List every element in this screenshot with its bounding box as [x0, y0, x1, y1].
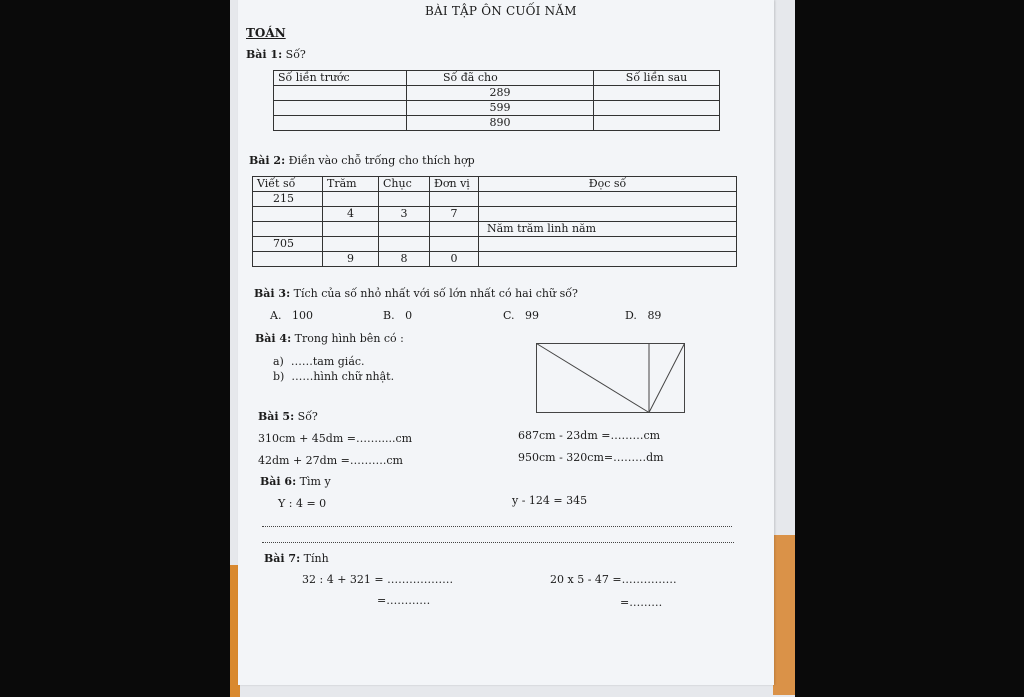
bai7-expression-2-step[interactable]: =……… [620, 596, 663, 609]
bai6-label: Bài 6: [260, 475, 297, 488]
table-row [253, 177, 737, 192]
bai1-blank-cell[interactable] [274, 116, 407, 131]
bai1-heading [246, 48, 306, 61]
table-row [253, 207, 737, 222]
bai3-prompt: Tích của số nhỏ nhất với số lớn nhất có hai chữ số? [293, 287, 578, 300]
bai3-option-b[interactable]: B. 0 [383, 309, 413, 322]
bai2-cell[interactable] [479, 207, 737, 222]
bai2-cell[interactable] [430, 192, 479, 207]
bai2-cell[interactable] [430, 237, 479, 252]
bai2-label: Bài 2: [249, 154, 286, 167]
bai2-heading [249, 154, 475, 167]
bai2-table [252, 176, 737, 267]
bai7-expression-1-step[interactable]: =………… [377, 594, 431, 607]
bai1-label: Bài 1: [246, 48, 283, 61]
bai4-item-a[interactable]: a) ……tam giác. [273, 355, 365, 368]
bai2-header-units: Đơn vị [430, 177, 479, 192]
bai1-table [273, 70, 720, 131]
table-row [274, 71, 720, 86]
bai1-given-cell: 599 [407, 101, 594, 116]
bai6-prompt: Tìm y [299, 475, 331, 488]
bai3-label: Bài 3: [254, 287, 291, 300]
table-row [274, 101, 720, 116]
figure-outer-rectangle [537, 344, 685, 413]
worksheet-title: BÀI TẬP ÔN CUỐI NĂM [425, 4, 577, 18]
bai3-option-d[interactable]: D. 89 [625, 309, 662, 322]
table-row [253, 222, 737, 237]
bai2-cell[interactable] [253, 207, 323, 222]
bai2-cell[interactable] [379, 192, 430, 207]
bai5-prompt: Số? [297, 410, 318, 423]
bai6-answer-line[interactable] [262, 526, 732, 527]
bai2-cell[interactable] [379, 237, 430, 252]
bai2-header-tens: Chục [379, 177, 430, 192]
bai2-header-hundreds: Trăm [323, 177, 379, 192]
bai2-cell[interactable] [479, 252, 737, 267]
bai7-expression-1[interactable]: 32 : 4 + 321 = ……………… [302, 573, 454, 586]
bai5-label: Bài 5: [258, 410, 295, 423]
bai6-equation-2: y - 124 = 345 [512, 494, 588, 507]
bai2-cell[interactable] [479, 192, 737, 207]
bai1-header-previous: Số liền trước [274, 71, 407, 86]
bai2-cell: 8 [379, 252, 430, 267]
bai2-cell: 4 [323, 207, 379, 222]
bai2-cell[interactable] [479, 237, 737, 252]
table-row [253, 237, 737, 252]
bai5-item[interactable]: 950cm - 320cm=………dm [518, 451, 664, 464]
bai6-answer-line[interactable] [262, 542, 734, 543]
bai7-label: Bài 7: [264, 552, 301, 565]
bai2-header-read: Đọc số [479, 177, 737, 192]
figure-diagonal-left [537, 344, 650, 413]
bai7-heading [264, 552, 329, 565]
bai1-given-cell: 289 [407, 86, 594, 101]
bai2-cell: Năm trăm linh năm [479, 222, 737, 237]
bai1-given-cell: 890 [407, 116, 594, 131]
bai4-prompt: Trong hình bên có : [294, 332, 404, 345]
bai2-cell: 7 [430, 207, 479, 222]
figure-diagonal-right [649, 344, 685, 413]
bai2-cell: 3 [379, 207, 430, 222]
bai6-heading [260, 475, 331, 488]
bai2-cell: 215 [253, 192, 323, 207]
bai1-blank-cell[interactable] [594, 116, 720, 131]
bai2-cell[interactable] [323, 222, 379, 237]
orange-cover-edge-right [773, 535, 795, 695]
table-row [253, 192, 737, 207]
bai4-item-b[interactable]: b) ……hình chữ nhật. [273, 370, 395, 383]
bai1-blank-cell[interactable] [594, 86, 720, 101]
bai2-cell[interactable] [253, 252, 323, 267]
bai2-cell[interactable] [323, 237, 379, 252]
bai3-option-a[interactable]: A. 100 [270, 309, 313, 322]
bai6-equation-1: Y : 4 = 0 [278, 497, 327, 510]
bai3-heading [254, 287, 578, 300]
bai1-header-next: Số liền sau [594, 71, 720, 86]
bai3-option-c[interactable]: C. 99 [503, 309, 540, 322]
bai2-cell[interactable] [323, 192, 379, 207]
bai4-label: Bài 4: [255, 332, 292, 345]
bai2-cell[interactable] [253, 222, 323, 237]
bai2-cell[interactable] [379, 222, 430, 237]
subject-heading: TOÁN [246, 26, 286, 40]
bai2-prompt: Điền vào chỗ trống cho thích hợp [288, 154, 475, 167]
bai2-header-write: Viết số [253, 177, 323, 192]
bai2-cell: 0 [430, 252, 479, 267]
bai5-heading [258, 410, 318, 423]
bai2-cell[interactable] [430, 222, 479, 237]
bai2-cell: 705 [253, 237, 323, 252]
bai7-prompt: Tính [303, 552, 329, 565]
bai1-prompt: Số? [285, 48, 306, 61]
bai5-item[interactable]: 687cm - 23dm =………cm [518, 429, 661, 442]
bai1-blank-cell[interactable] [274, 86, 407, 101]
bai1-blank-cell[interactable] [594, 101, 720, 116]
bai1-blank-cell[interactable] [274, 101, 407, 116]
bai2-cell: 9 [323, 252, 379, 267]
bai5-item[interactable]: 310cm + 45dm =…….....cm [258, 432, 413, 445]
bai4-heading [255, 332, 404, 345]
table-row [274, 86, 720, 101]
table-row [253, 252, 737, 267]
bai1-header-given: Số đã cho [407, 71, 594, 86]
table-row [274, 116, 720, 131]
geometry-figure [536, 343, 685, 413]
bai5-item[interactable]: 42dm + 27dm =……….cm [258, 454, 403, 467]
bai7-expression-2[interactable]: 20 x 5 - 47 =…………… [550, 573, 677, 586]
